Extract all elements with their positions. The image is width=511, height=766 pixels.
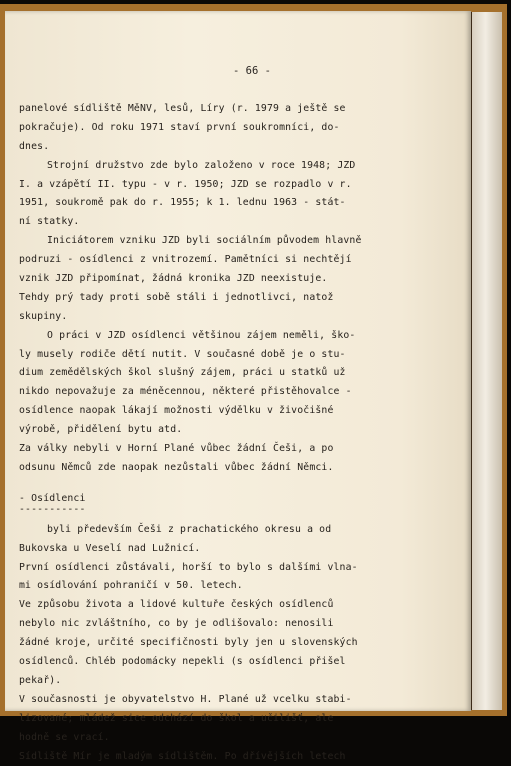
document-page <box>5 11 471 711</box>
text-section-1 <box>19 100 379 478</box>
text-line: nebylo nic zvláštního, co by je odlišovalo: nenosili <box>19 615 379 634</box>
text-line: Sídliště Mír je mladým sídlištěm. Po dřívějších letech <box>19 748 379 766</box>
text-line: ní statky. <box>19 213 379 232</box>
text-line: lizované; mládež sice odchází do škol a učilišť, ale <box>19 710 379 729</box>
page-number: - 66 - <box>5 65 471 77</box>
text-line: Tehdy prý tady proti sobě stáli i jednotlivci, natož <box>19 289 379 308</box>
text-line: O práci v JZD osídlenci většinou zájem neměli, ško- <box>19 327 379 346</box>
text-line: osídlenců. Chléb podomácky nepekli (s osídlenci přišel <box>19 653 379 672</box>
text-line: osídlence naopak lákají možnosti výdělku v živočišné <box>19 402 379 421</box>
text-line: dium zemědělských škol slušný zájem, práci u statků už <box>19 364 379 383</box>
text-line: Ve způsobu života a lidové kultuře českých osídlenců <box>19 596 379 615</box>
text-line: Strojní družstvo zde bylo založeno v roce 1948; JZD <box>19 157 379 176</box>
text-line: Iniciátorem vzniku JZD byli sociálním původem hlavně <box>19 232 379 251</box>
heading-underline: ----------- <box>19 506 379 518</box>
section-gap <box>19 478 379 491</box>
text-line: pokračuje). Od roku 1971 staví první soukromníci, do- <box>19 119 379 138</box>
page-stack-edge <box>470 12 502 710</box>
text-line: Bukovska u Veselí nad Lužnicí. <box>19 540 379 559</box>
text-line: pekař). <box>19 672 379 691</box>
text-line: výrobě, přidělení bytu atd. <box>19 421 379 440</box>
text-line: hodně se vrací. <box>19 729 379 748</box>
text-line: žádné kroje, určité specifičnosti byly jen u slovenských <box>19 634 379 653</box>
text-section-2 <box>19 521 379 766</box>
text-line: ly musely rodiče dětí nutit. V současné době je o stu- <box>19 346 379 365</box>
body-text <box>19 100 379 766</box>
text-line: 1951, soukromě pak do r. 1955; k 1. lednu 1963 - stát- <box>19 194 379 213</box>
text-line: Za války nebyli v Horní Plané vůbec žádní Češi, a po <box>19 440 379 459</box>
text-line: V současnosti je obyvatelstvo H. Plané už vcelku stabi- <box>19 691 379 710</box>
text-line: podruzi - osídlenci z vnitrozemí. Pamětníci si nechtějí <box>19 251 379 270</box>
text-line: byli především Češi z prachatického okresu a od <box>19 521 379 540</box>
text-line: mi osídlování pohraničí v 50. letech. <box>19 577 379 596</box>
section-heading: - Osídlenci <box>19 491 379 506</box>
text-line: nikdo nepovažuje za méněcennou, některé přistěhovalce - <box>19 383 379 402</box>
text-line: I. a vzápětí II. typu - v r. 1950; JZD se rozpadlo v r. <box>19 176 379 195</box>
text-line: vznik JZD připomínat, žádná kronika JZD neexistuje. <box>19 270 379 289</box>
text-line: skupiny. <box>19 308 379 327</box>
text-line: dnes. <box>19 138 379 157</box>
text-line: odsunu Němců zde naopak nezůstali vůbec žádní Němci. <box>19 459 379 478</box>
text-line: panelové sídliště MěNV, lesů, Líry (r. 1979 a ještě se <box>19 100 379 119</box>
text-line: První osídlenci zůstávali, horší to bylo s dalšími vlna- <box>19 559 379 578</box>
